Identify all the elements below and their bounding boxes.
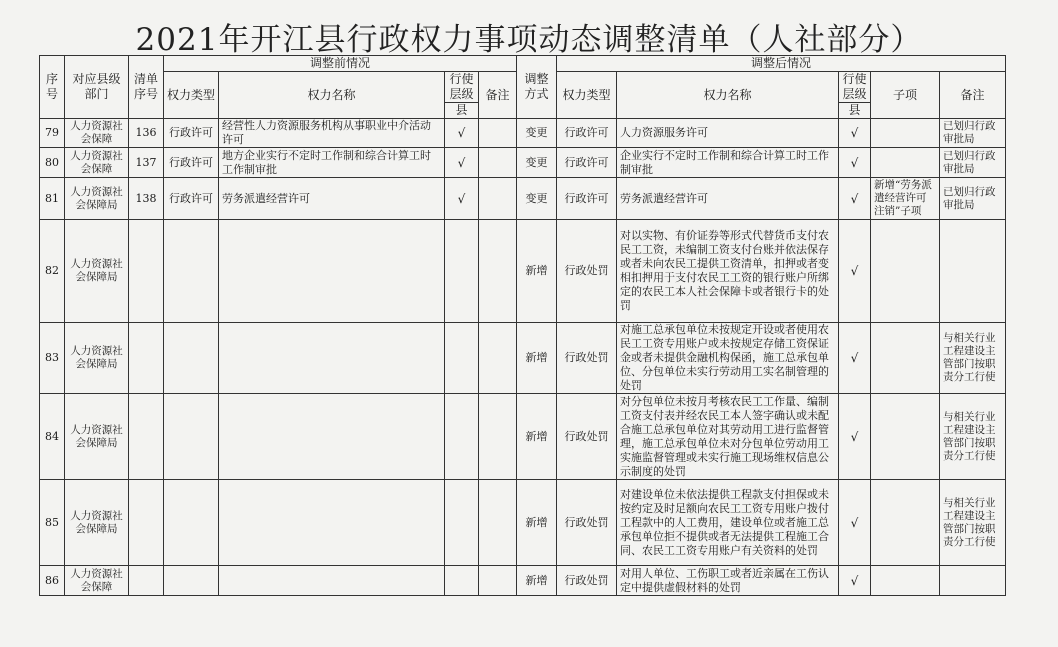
table-row: [40, 119, 1006, 148]
row-dept: 人力资源社会保障: [65, 119, 129, 148]
row-list-no: [129, 480, 164, 566]
row-method: 新增: [517, 566, 557, 596]
row-note: 已划归行政审批局: [940, 178, 1006, 220]
row-after-type: 行政许可: [557, 148, 617, 178]
row-after-type: 行政处罚: [557, 480, 617, 566]
row-before-level: [445, 480, 479, 566]
row-list-no: [129, 566, 164, 596]
row-after-level: √: [839, 323, 871, 394]
row-list-no: [129, 394, 164, 480]
header-after-type: 权力类型: [557, 72, 617, 119]
row-list-no: [129, 323, 164, 394]
row-after-level: √: [839, 119, 871, 148]
row-before-name: [219, 480, 445, 566]
row-after-type: 行政许可: [557, 119, 617, 148]
row-dept: 人力资源社会保障: [65, 566, 129, 596]
row-after-level: √: [839, 220, 871, 323]
row-seq: 80: [40, 148, 65, 178]
row-before-level: [445, 323, 479, 394]
row-before-level: [445, 220, 479, 323]
row-before-name: 地方企业实行不定时工作制和综合计算工时工作制审批: [219, 148, 445, 178]
row-after-type: 行政处罚: [557, 323, 617, 394]
row-seq: 82: [40, 220, 65, 323]
row-note: [940, 566, 1006, 596]
row-sub: [871, 323, 940, 394]
row-seq: 84: [40, 394, 65, 480]
row-seq: 83: [40, 323, 65, 394]
row-after-type: 行政处罚: [557, 394, 617, 480]
row-before-level: [445, 394, 479, 480]
row-before-name: [219, 220, 445, 323]
row-before-level: [445, 566, 479, 596]
row-after-name: 人力资源服务许可: [617, 119, 839, 148]
row-before-note: [479, 220, 517, 323]
row-note: [940, 220, 1006, 323]
header-dept: 对应县级部门: [65, 56, 129, 119]
row-list-no: 137: [129, 148, 164, 178]
header-before-name: 权力名称: [219, 72, 445, 119]
row-before-type: [164, 323, 219, 394]
row-before-note: [479, 566, 517, 596]
table-row: [40, 323, 1006, 394]
row-method: 变更: [517, 178, 557, 220]
row-note: 与相关行业工程建设主管部门按职责分工行使: [940, 480, 1006, 566]
row-sub: [871, 394, 940, 480]
row-after-name: 对分包单位未按月考核农民工工作量、编制工资支付表并经农民工本人签字确认或未配合施工总承包单位对其劳动用工进行监督管理，施工总承包单位未对分包单位劳动用工实施监督管理或未实行施工现场维权信息公示制度的处罚: [617, 394, 839, 480]
row-after-type: 行政处罚: [557, 566, 617, 596]
header-after-name: 权力名称: [617, 72, 839, 119]
header-before-type: 权力类型: [164, 72, 219, 119]
row-after-name: 对施工总承包单位未按规定开设或者使用农民工工资专用账户或未按规定存储工资保证金或者未提供金融机构保函，施工总承包单位、分包单位未实行劳动用工实名制管理的处罚: [617, 323, 839, 394]
row-sub: [871, 148, 940, 178]
adjustment-table: [39, 55, 1006, 596]
row-before-level: √: [445, 119, 479, 148]
row-after-name: 对建设单位未依法提供工程款支付担保或未按约定及时足额向农民工工资专用账户拨付工程款中的人工费用，建设单位或者施工总承包单位拒不提供或者无法提供工程施工合同、农民工工资专用账户有关资料的处罚: [617, 480, 839, 566]
row-before-name: 经营性人力资源服务机构从事职业中介活动许可: [219, 119, 445, 148]
row-method: 新增: [517, 220, 557, 323]
row-list-no: 136: [129, 119, 164, 148]
row-sub: [871, 220, 940, 323]
row-list-no: [129, 220, 164, 323]
row-before-level: √: [445, 148, 479, 178]
header-before-note: 备注: [479, 72, 517, 119]
header-after: 调整后情况: [557, 56, 1006, 72]
row-after-type: 行政处罚: [557, 220, 617, 323]
row-after-level: √: [839, 566, 871, 596]
header-after-level: 行使层级: [839, 72, 871, 103]
table-row: [40, 148, 1006, 178]
row-before-type: [164, 220, 219, 323]
row-before-level: √: [445, 178, 479, 220]
row-dept: 人力资源社会保障: [65, 148, 129, 178]
row-before-name: [219, 394, 445, 480]
row-after-level: √: [839, 394, 871, 480]
row-before-type: [164, 394, 219, 480]
row-note: 与相关行业工程建设主管部门按职责分工行使: [940, 323, 1006, 394]
row-before-type: 行政许可: [164, 148, 219, 178]
row-list-no: 138: [129, 178, 164, 220]
row-before-note: [479, 394, 517, 480]
row-before-note: [479, 323, 517, 394]
row-before-type: [164, 480, 219, 566]
row-note: 与相关行业工程建设主管部门按职责分工行使: [940, 394, 1006, 480]
row-before-name: 劳务派遣经营许可: [219, 178, 445, 220]
row-seq: 81: [40, 178, 65, 220]
row-method: 新增: [517, 323, 557, 394]
header-before-county: 县: [445, 103, 479, 119]
row-note: 已划归行政审批局: [940, 119, 1006, 148]
row-before-type: 行政许可: [164, 119, 219, 148]
header-after-note: 备注: [940, 72, 1006, 119]
table-row: [40, 220, 1006, 323]
header-sub: 子项: [871, 72, 940, 119]
row-before-type: [164, 566, 219, 596]
table-row: [40, 566, 1006, 596]
row-sub: 新增“劳务派遣经营许可注销”子项: [871, 178, 940, 220]
row-seq: 79: [40, 119, 65, 148]
row-method: 新增: [517, 394, 557, 480]
table-row: [40, 480, 1006, 566]
row-seq: 86: [40, 566, 65, 596]
header-seq: 序号: [40, 56, 65, 119]
row-before-note: [479, 480, 517, 566]
row-dept: 人力资源社会保障局: [65, 394, 129, 480]
row-after-name: 对以实物、有价证券等形式代替货币支付农民工工资，未编制工资支付台账并依法保存或者未向农民工提供工资清单，扣押或者变相扣押用于支付农民工工资的银行账户所绑定的农民工本人社会保障卡或者银行卡的处罚: [617, 220, 839, 323]
table-row: [40, 394, 1006, 480]
row-dept: 人力资源社会保障局: [65, 323, 129, 394]
row-seq: 85: [40, 480, 65, 566]
row-before-note: [479, 119, 517, 148]
row-before-note: [479, 148, 517, 178]
row-method: 新增: [517, 480, 557, 566]
table-body: [40, 119, 1006, 596]
row-dept: 人力资源社会保障局: [65, 220, 129, 323]
row-method: 变更: [517, 148, 557, 178]
row-note: 已划归行政审批局: [940, 148, 1006, 178]
row-after-type: 行政许可: [557, 178, 617, 220]
header-before: 调整前情况: [164, 56, 517, 72]
row-after-name: 对用人单位、工伤职工或者近亲属在工伤认定中提供虚假材料的处罚: [617, 566, 839, 596]
header-list-no: 清单序号: [129, 56, 164, 119]
header-before-level: 行使层级: [445, 72, 479, 103]
row-before-type: 行政许可: [164, 178, 219, 220]
row-after-name: 企业实行不定时工作制和综合计算工时工作制审批: [617, 148, 839, 178]
row-before-note: [479, 178, 517, 220]
row-before-name: [219, 323, 445, 394]
row-after-level: √: [839, 148, 871, 178]
row-sub: [871, 119, 940, 148]
row-sub: [871, 566, 940, 596]
row-after-name: 劳务派遣经营许可: [617, 178, 839, 220]
row-method: 变更: [517, 119, 557, 148]
header-method: 调整方式: [517, 56, 557, 119]
header-after-county: 县: [839, 103, 871, 119]
row-before-name: [219, 566, 445, 596]
table-row: [40, 178, 1006, 220]
row-sub: [871, 480, 940, 566]
row-dept: 人力资源社会保障局: [65, 178, 129, 220]
row-dept: 人力资源社会保障局: [65, 480, 129, 566]
row-after-level: √: [839, 178, 871, 220]
document-title: 2021年开江县行政权力事项动态调整清单（人社部分）: [135, 22, 923, 58]
row-after-level: √: [839, 480, 871, 566]
